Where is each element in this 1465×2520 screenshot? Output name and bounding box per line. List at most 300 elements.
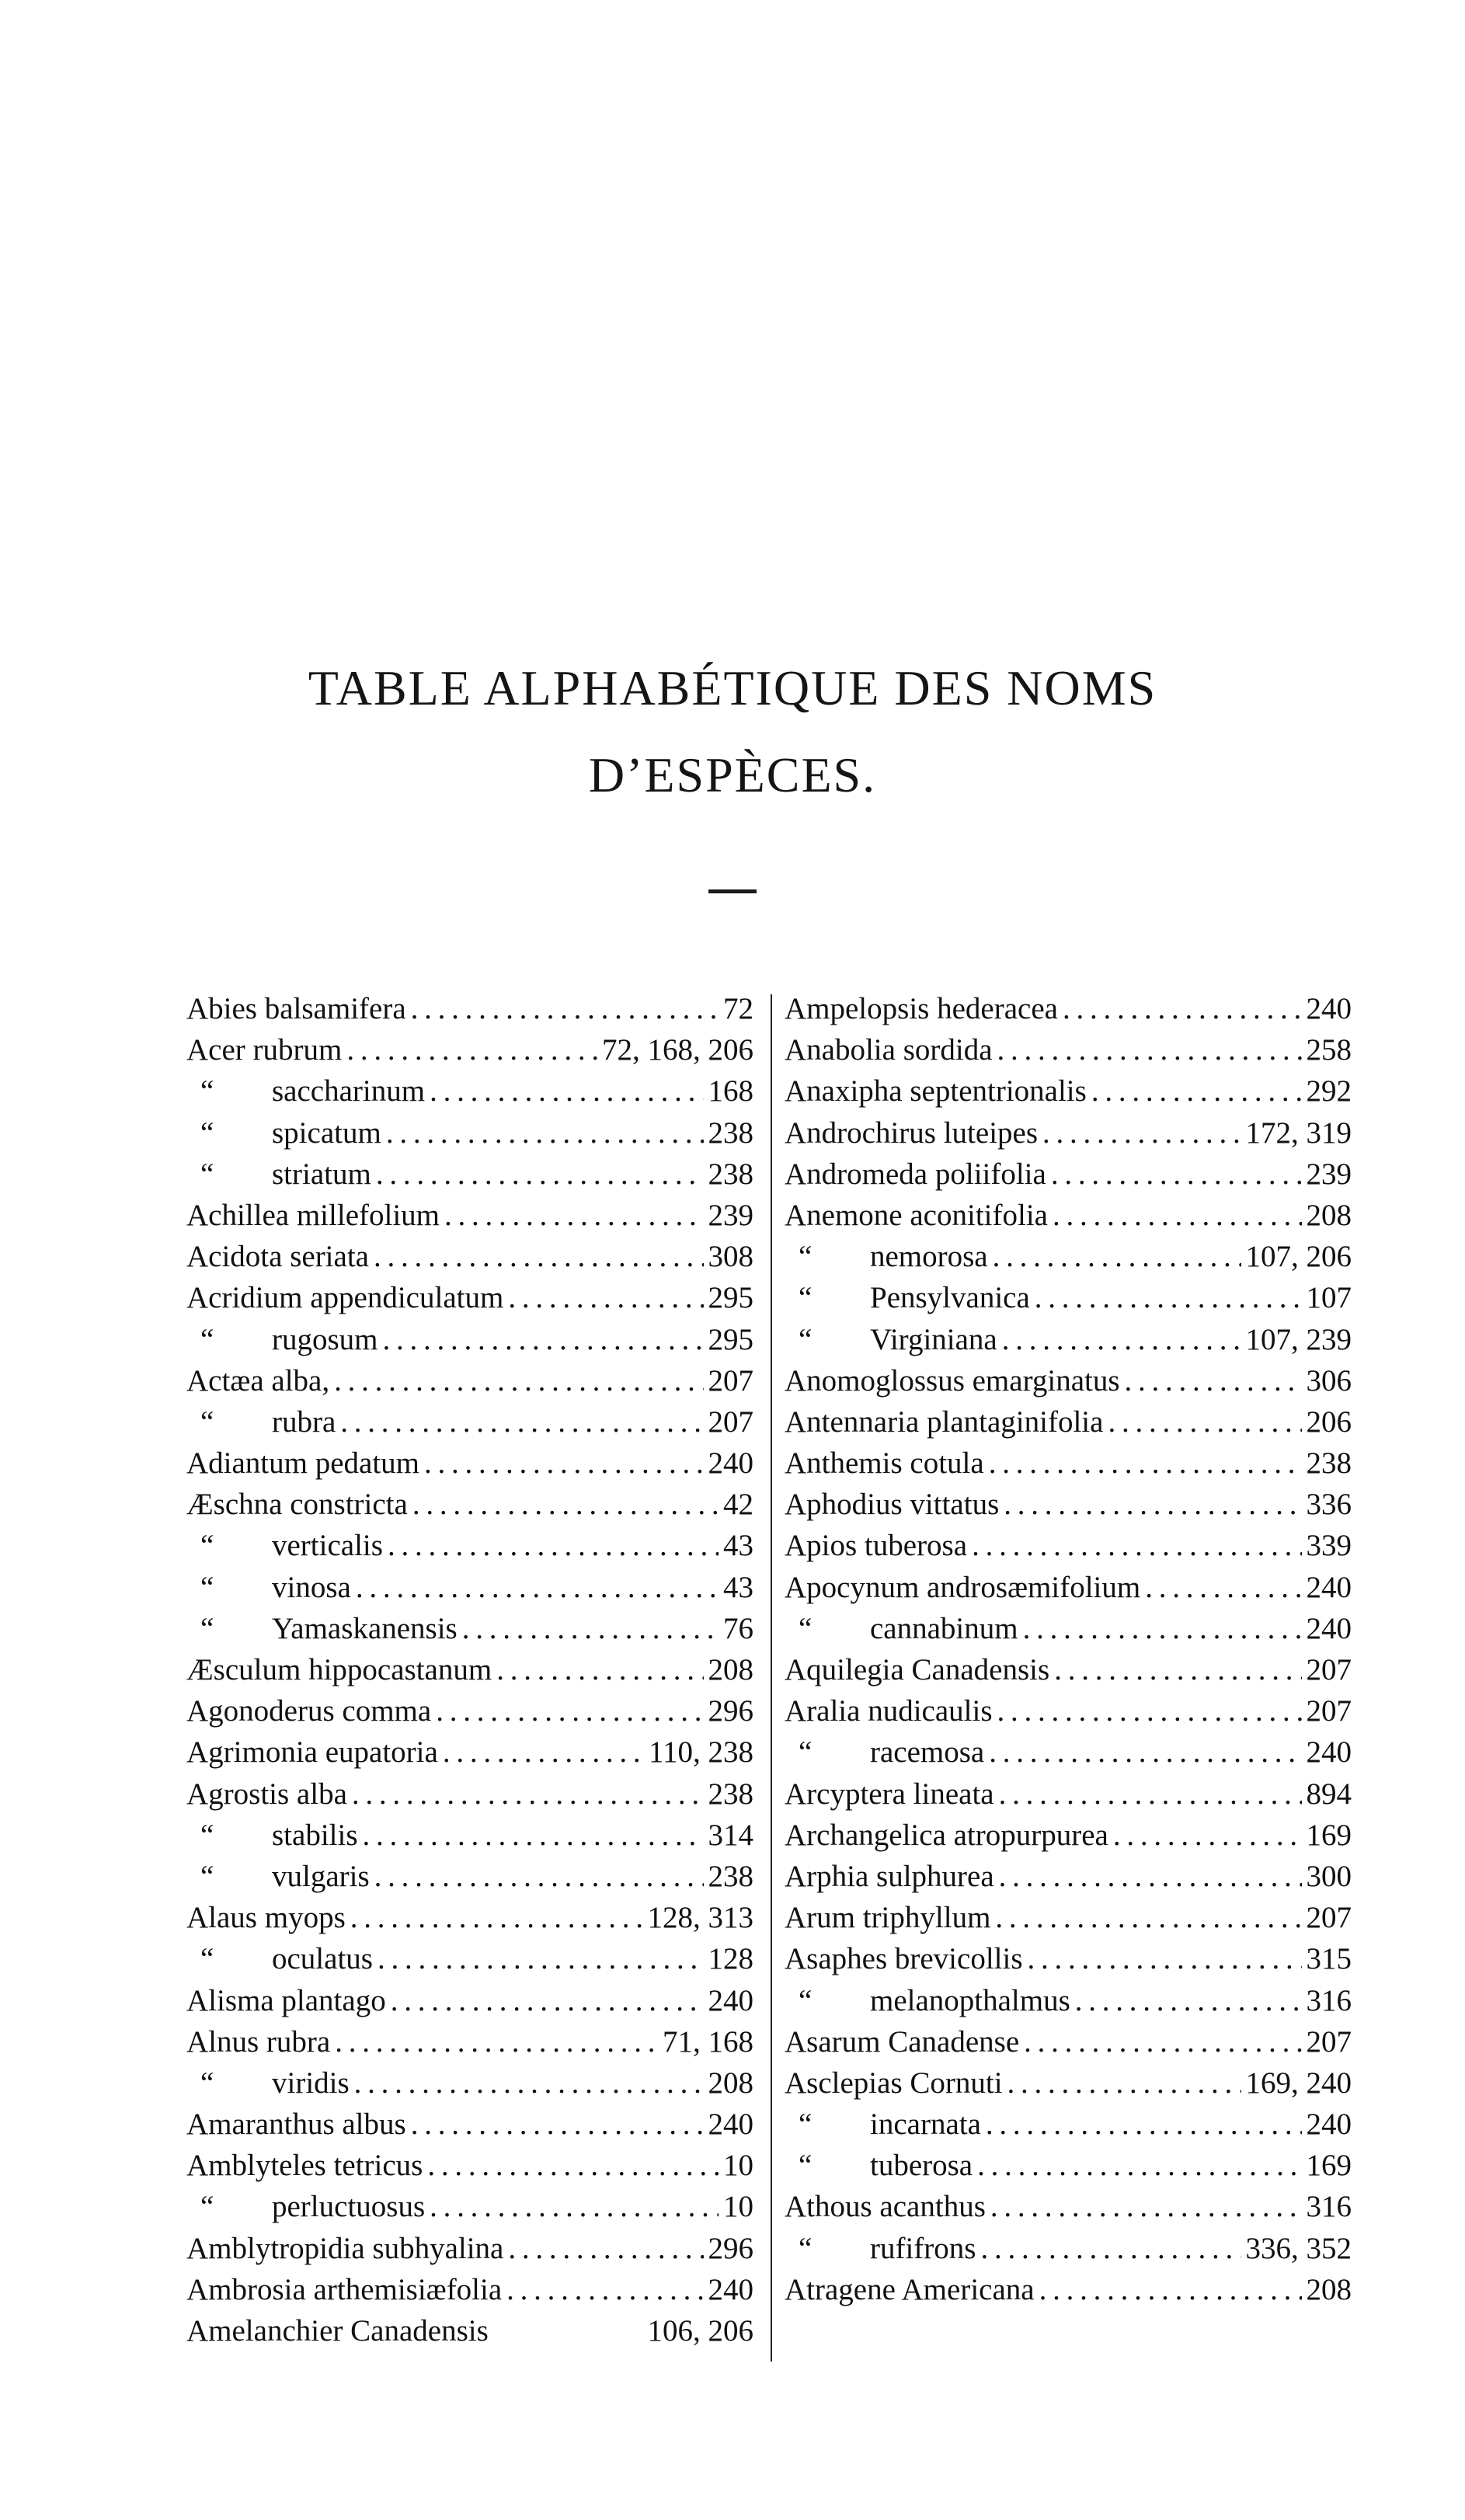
index-entry — [186, 1154, 753, 1195]
index-entry — [785, 1567, 1352, 1608]
page-numbers: 207 — [1306, 1901, 1352, 1935]
entry-lead — [186, 2062, 350, 2104]
index-entry — [186, 1525, 753, 1566]
dot-leader — [1075, 1980, 1302, 2021]
dot-leader — [989, 1443, 1302, 1484]
page-numbers: 207 — [708, 1363, 753, 1397]
index-entry — [785, 2145, 1352, 2186]
species-name: Asarum Canadense — [785, 2024, 1020, 2059]
index-entry — [186, 1029, 753, 1070]
dot-leader — [412, 1484, 719, 1525]
page-numbers: 10 — [723, 2149, 753, 2183]
ditto-mark: “ — [799, 2231, 813, 2265]
page-numbers: 894 — [1306, 1777, 1352, 1811]
page-numbers: 110, 238 — [648, 1735, 753, 1770]
dot-leader — [1091, 1070, 1302, 1112]
entry-lead — [785, 1980, 1070, 2021]
entry-lead — [785, 1773, 994, 1815]
entry-lead — [186, 1154, 371, 1195]
dot-leader — [1007, 2062, 1241, 2104]
species-name: Æschna constricta — [186, 1488, 408, 1522]
entry-lead — [785, 2186, 986, 2227]
index-entry — [186, 1815, 753, 1856]
index-entry — [785, 988, 1352, 1029]
dot-leader — [989, 1732, 1301, 1773]
species-index — [186, 988, 1367, 2367]
ditto-mark: “ — [200, 1942, 214, 1976]
ditto-mark: “ — [799, 2108, 813, 2142]
entry-lead — [785, 1938, 1023, 1979]
dot-leader — [340, 1401, 703, 1443]
dot-leader — [427, 2145, 719, 2186]
species-name: Androchirus luteipes — [785, 1116, 1039, 1150]
dot-leader — [354, 2062, 704, 2104]
column-divider — [771, 994, 772, 2362]
species-name: stabilis — [272, 1818, 358, 1852]
dot-leader — [363, 1815, 704, 1856]
entry-lead — [785, 2021, 1019, 2062]
entry-lead — [785, 1360, 1120, 1401]
entry-lead — [186, 1649, 492, 1690]
entry-lead — [186, 1690, 431, 1732]
entry-lead — [186, 2228, 503, 2269]
index-entry — [186, 2021, 753, 2062]
dot-leader — [411, 2104, 704, 2145]
page-numbers: 240 — [1306, 1735, 1352, 1770]
entry-lead — [186, 1732, 438, 1773]
species-name: Anabolia sordida — [785, 1033, 993, 1067]
page-title-line-2: D’ESPÈCES. — [588, 747, 877, 802]
dot-leader — [1145, 1567, 1301, 1608]
dot-leader — [1004, 1484, 1301, 1525]
ditto-mark: “ — [200, 1859, 214, 1893]
page-numbers: 239 — [708, 1198, 753, 1232]
index-entry — [785, 1773, 1352, 1815]
index-column-left — [186, 988, 753, 2351]
dot-leader — [391, 1980, 704, 2021]
page-numbers: 300 — [1306, 1859, 1352, 1893]
ditto-mark: “ — [200, 1529, 214, 1563]
page-numbers: 208 — [708, 1653, 753, 1686]
dot-leader — [444, 1195, 704, 1236]
entry-lead — [186, 1897, 346, 1938]
entry-lead — [186, 1938, 373, 1979]
index-entry — [785, 2228, 1352, 2269]
species-name: Aralia nudicaulis — [785, 1694, 993, 1728]
page-numbers: 106, 206 — [647, 2314, 753, 2348]
page-numbers: 292 — [1306, 1074, 1352, 1109]
species-name: Aquilegia Canadensis — [785, 1653, 1050, 1686]
species-name: verticalis — [272, 1529, 383, 1563]
species-name: saccharinum — [272, 1074, 426, 1109]
entry-lead — [785, 1897, 990, 1938]
dot-leader — [430, 2186, 719, 2227]
ditto-mark: “ — [200, 1322, 214, 1356]
ditto-mark: “ — [200, 1404, 214, 1439]
entry-lead — [186, 2186, 425, 2227]
index-entry — [785, 1319, 1352, 1360]
entry-lead — [785, 2145, 973, 2186]
entry-lead — [186, 1236, 369, 1277]
entry-lead — [785, 1690, 993, 1732]
entry-lead — [186, 2104, 406, 2145]
entry-lead — [186, 1773, 347, 1815]
entry-lead — [186, 1567, 351, 1608]
page-numbers: 72, 168, 206 — [602, 1033, 753, 1067]
species-name: Aphodius vittatus — [785, 1488, 1000, 1522]
species-name: racemosa — [870, 1735, 985, 1770]
species-name: Alnus rubra — [186, 2024, 331, 2059]
page-numbers: 258 — [1306, 1033, 1352, 1067]
page-numbers: 208 — [708, 2066, 753, 2100]
dot-leader — [1039, 2269, 1302, 2310]
page-numbers: 238 — [708, 1116, 753, 1150]
index-entry — [186, 2145, 753, 2186]
page-numbers: 72 — [723, 992, 753, 1025]
index-entry — [785, 2104, 1352, 2145]
index-entry — [785, 1980, 1352, 2021]
index-entry — [785, 2186, 1352, 2227]
entry-lead — [186, 2310, 489, 2351]
entry-lead — [186, 988, 406, 1029]
species-name: vulgaris — [272, 1859, 370, 1893]
dot-leader — [1023, 1608, 1302, 1649]
dot-leader — [1042, 1112, 1241, 1154]
species-name: Alaus myops — [186, 1901, 346, 1935]
species-name: Amaranthus albus — [186, 2108, 406, 2142]
entry-lead — [785, 1525, 967, 1566]
entry-lead — [785, 1112, 1038, 1154]
dot-leader — [443, 1732, 644, 1773]
index-entry — [186, 2104, 753, 2145]
dot-leader — [1113, 1815, 1302, 1856]
page-numbers: 128 — [708, 1942, 753, 1976]
dot-leader — [424, 1443, 703, 1484]
ditto-mark: “ — [799, 1611, 813, 1645]
dot-leader — [997, 1029, 1302, 1070]
dot-leader — [462, 1608, 719, 1649]
ditto-mark: “ — [799, 1983, 813, 2017]
page-numbers: 316 — [1306, 2190, 1352, 2224]
index-entry — [186, 1732, 753, 1773]
index-entry — [785, 1277, 1352, 1318]
page-numbers: 240 — [708, 1446, 753, 1481]
entry-lead — [186, 1815, 358, 1856]
index-entry — [785, 1401, 1352, 1443]
entry-lead — [785, 1567, 1140, 1608]
title-block — [0, 645, 1465, 819]
species-name: Abies balsamifera — [186, 992, 406, 1025]
dot-leader — [1024, 2021, 1301, 2062]
dot-leader — [383, 1319, 704, 1360]
page-numbers: 295 — [708, 1322, 753, 1356]
index-entry — [785, 1443, 1352, 1484]
entry-lead — [186, 1070, 425, 1112]
ditto-mark: “ — [799, 1281, 813, 1315]
dot-leader — [378, 1938, 704, 1979]
dot-leader — [999, 1773, 1302, 1815]
species-name: Achillea millefolium — [186, 1198, 440, 1232]
page-numbers: 169 — [1306, 2149, 1352, 2183]
dot-leader — [990, 2186, 1302, 2227]
page-numbers: 207 — [1306, 1653, 1352, 1686]
dot-leader — [977, 2145, 1301, 2186]
species-name: Andromeda poliifolia — [785, 1157, 1046, 1191]
ditto-mark: “ — [200, 2066, 214, 2100]
index-entry — [785, 1690, 1352, 1732]
page-numbers: 238 — [708, 1859, 753, 1893]
dot-leader — [334, 1360, 703, 1401]
species-name: oculatus — [272, 1942, 373, 1976]
page-numbers: 295 — [708, 1281, 753, 1315]
ditto-mark: “ — [200, 1611, 214, 1645]
dot-leader — [993, 1236, 1241, 1277]
index-entry — [785, 1112, 1352, 1154]
dot-leader — [356, 1567, 719, 1608]
species-name: Amblytropidia subhyalina — [186, 2231, 504, 2265]
species-name: vinosa — [272, 1570, 351, 1604]
index-entry — [186, 1236, 753, 1277]
dot-leader — [1002, 1319, 1241, 1360]
dot-leader — [986, 2104, 1302, 2145]
entry-lead — [186, 1401, 336, 1443]
ditto-mark: “ — [799, 1735, 813, 1770]
index-entry — [785, 1525, 1352, 1566]
page-numbers: 314 — [708, 1818, 753, 1852]
species-name: Acridium appendiculatum — [186, 1281, 504, 1315]
index-entry — [186, 1443, 753, 1484]
dot-leader — [374, 1236, 704, 1277]
page-numbers: 238 — [1306, 1446, 1352, 1481]
species-name: Arphia sulphurea — [785, 1859, 994, 1893]
index-entry — [186, 1360, 753, 1401]
dot-leader — [374, 1856, 704, 1897]
species-name: Alisma plantago — [186, 1983, 386, 2017]
page-numbers: 339 — [1306, 1529, 1352, 1563]
page-numbers: 336 — [1306, 1488, 1352, 1522]
species-name: Apocynum androsæmifolium — [785, 1570, 1141, 1604]
page-numbers: 169 — [1306, 1818, 1352, 1852]
species-name: Agonoderus comma — [186, 1694, 432, 1728]
index-entry — [186, 2062, 753, 2104]
page-numbers: 172, 319 — [1245, 1116, 1352, 1150]
species-name: Agrimonia eupatoria — [186, 1735, 438, 1770]
index-entry — [186, 2186, 753, 2227]
index-entry — [186, 2310, 753, 2351]
dot-leader — [436, 1690, 703, 1732]
entry-lead — [186, 1608, 458, 1649]
entry-lead — [785, 1732, 984, 1773]
index-entry — [785, 1608, 1352, 1649]
page-numbers: 107 — [1306, 1281, 1352, 1315]
index-entry — [186, 1484, 753, 1525]
page-numbers: 43 — [723, 1570, 753, 1604]
page-numbers: 240 — [708, 2108, 753, 2142]
page-numbers: 240 — [708, 1983, 753, 2017]
entry-lead — [186, 1112, 381, 1154]
species-name: nemorosa — [870, 1240, 988, 1274]
page-numbers: 306 — [1306, 1363, 1352, 1397]
page-numbers: 207 — [1306, 2024, 1352, 2059]
index-entry — [186, 1773, 753, 1815]
page-numbers: 238 — [708, 1777, 753, 1811]
page-numbers: 169, 240 — [1245, 2066, 1352, 2100]
species-name: Archangelica atropurpurea — [785, 1818, 1108, 1852]
entry-lead — [785, 2104, 981, 2145]
page-title-line-1: TABLE ALPHABÉTIQUE DES NOMS — [308, 660, 1157, 715]
dot-leader — [346, 1029, 597, 1070]
index-entry — [785, 1732, 1352, 1773]
entry-lead — [785, 1649, 1049, 1690]
page-numbers: 107, 239 — [1245, 1322, 1352, 1356]
species-name: Anemone aconitifolia — [785, 1198, 1048, 1232]
species-name: Arum triphyllum — [785, 1901, 991, 1935]
species-name: Anthemis cotula — [785, 1446, 984, 1481]
page-numbers: 336, 352 — [1245, 2231, 1352, 2265]
dot-leader — [386, 1112, 704, 1154]
dot-leader — [352, 1773, 704, 1815]
ditto-mark: “ — [799, 1240, 813, 1274]
index-entry — [186, 988, 753, 1029]
entry-lead — [785, 1443, 984, 1484]
dot-leader — [1028, 1938, 1302, 1979]
ditto-mark: “ — [200, 2190, 214, 2224]
page-numbers: 42 — [723, 1488, 753, 1522]
species-name: Ampelopsis hederacea — [785, 992, 1058, 1025]
index-entry — [785, 2062, 1352, 2104]
page-numbers: 239 — [1306, 1157, 1352, 1191]
ditto-mark: “ — [200, 1157, 214, 1191]
index-entry — [186, 1319, 753, 1360]
index-entry — [186, 1112, 753, 1154]
page-numbers: 296 — [708, 1694, 753, 1728]
index-entry — [785, 1897, 1352, 1938]
dot-leader — [997, 1690, 1302, 1732]
species-name: rufifrons — [870, 2231, 976, 2265]
index-entry — [186, 1608, 753, 1649]
index-entry — [785, 1649, 1352, 1690]
index-entry — [785, 1195, 1352, 1236]
entry-lead — [186, 1360, 329, 1401]
entry-lead — [186, 2021, 330, 2062]
ditto-mark: “ — [200, 1570, 214, 1604]
ditto-mark: “ — [799, 1322, 813, 1356]
entry-lead — [186, 1319, 378, 1360]
page-numbers: 10 — [723, 2190, 753, 2224]
species-name: rugosum — [272, 1322, 378, 1356]
dot-leader — [999, 1856, 1302, 1897]
species-name: Virginiana — [870, 1322, 997, 1356]
species-name: Amblyteles tetricus — [186, 2149, 423, 2183]
dot-leader — [1108, 1401, 1301, 1443]
page-numbers: 207 — [1306, 1694, 1352, 1728]
species-name: Anaxipha septentrionalis — [785, 1074, 1087, 1109]
entry-lead — [785, 1070, 1087, 1112]
entry-lead — [785, 1484, 999, 1525]
index-entry — [785, 1856, 1352, 1897]
entry-lead — [186, 1277, 503, 1318]
entry-lead — [186, 2145, 423, 2186]
dot-leader — [376, 1154, 704, 1195]
page-numbers: 315 — [1306, 1942, 1352, 1976]
entry-lead — [785, 2228, 976, 2269]
species-name: Arcyptera lineata — [785, 1777, 994, 1811]
page-numbers: 76 — [723, 1611, 753, 1645]
dot-leader — [995, 1897, 1301, 1938]
page-numbers: 240 — [1306, 992, 1352, 1025]
index-entry — [186, 1277, 753, 1318]
species-name: Amelanchier Canadensis — [186, 2314, 489, 2348]
entry-lead — [785, 1029, 993, 1070]
entry-lead — [186, 1525, 383, 1566]
dot-leader — [508, 2228, 703, 2269]
index-entry — [186, 1567, 753, 1608]
entry-lead — [186, 1029, 342, 1070]
page-numbers: 240 — [1306, 1570, 1352, 1604]
entry-lead — [186, 2269, 502, 2310]
page-numbers: 308 — [708, 1240, 753, 1274]
dot-leader — [1053, 1195, 1302, 1236]
page-numbers: 240 — [1306, 1611, 1352, 1645]
dot-leader — [430, 1070, 703, 1112]
page-numbers: 208 — [1306, 2272, 1352, 2306]
page-numbers: 168 — [708, 1074, 753, 1109]
entry-lead — [785, 1195, 1048, 1236]
dot-leader — [335, 2021, 658, 2062]
index-entry — [186, 1897, 753, 1938]
entry-lead — [785, 988, 1058, 1029]
index-entry — [785, 1070, 1352, 1112]
index-entry — [186, 1980, 753, 2021]
entry-lead — [785, 1608, 1018, 1649]
species-name: Adiantum pedatum — [186, 1446, 420, 1481]
index-entry — [186, 1856, 753, 1897]
dot-leader — [496, 1649, 703, 1690]
index-entry — [186, 1401, 753, 1443]
index-entry — [785, 1154, 1352, 1195]
species-name: cannabinum — [870, 1611, 1018, 1645]
index-entry — [785, 1815, 1352, 1856]
index-entry — [186, 1938, 753, 1979]
page-numbers: 316 — [1306, 1983, 1352, 2017]
species-name: incarnata — [870, 2108, 981, 2142]
entry-lead — [785, 1856, 994, 1897]
species-name: Actæa alba, — [186, 1363, 330, 1397]
index-entry — [785, 1236, 1352, 1277]
index-entry — [785, 2269, 1352, 2310]
page-numbers: 207 — [708, 1404, 753, 1439]
page-numbers: 240 — [1306, 2108, 1352, 2142]
dot-leader — [388, 1525, 719, 1566]
title-rule — [708, 889, 757, 893]
entry-lead — [186, 1484, 408, 1525]
dot-leader — [1054, 1649, 1301, 1690]
index-entry — [785, 1938, 1352, 1979]
dot-leader — [350, 1897, 643, 1938]
species-name: Asaphes brevicollis — [785, 1942, 1023, 1976]
species-name: spicatum — [272, 1116, 381, 1150]
dot-leader — [508, 1277, 703, 1318]
species-name: Atragene Americana — [785, 2272, 1035, 2306]
species-name: Antennaria plantaginifolia — [785, 1404, 1104, 1439]
dot-leader — [980, 2228, 1241, 2269]
entry-lead — [785, 1815, 1108, 1856]
index-entry — [785, 1360, 1352, 1401]
page-numbers: 128, 313 — [647, 1901, 753, 1935]
dot-leader — [1063, 988, 1302, 1029]
page-numbers: 240 — [708, 2272, 753, 2306]
species-name: Acidota seriata — [186, 1240, 369, 1274]
